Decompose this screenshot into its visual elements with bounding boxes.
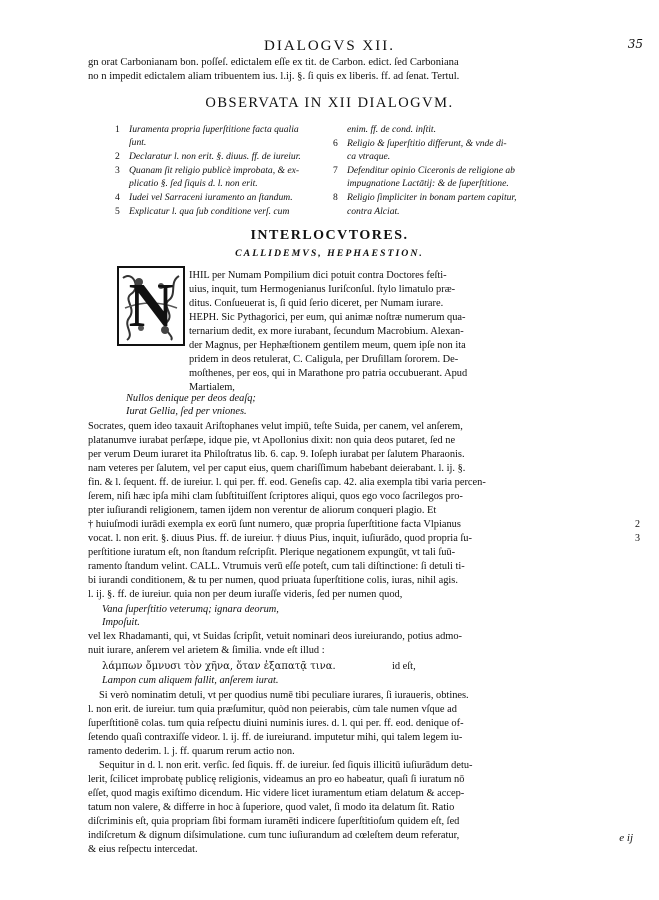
verse-line: Impoſuit. (102, 617, 140, 628)
text-line: tatum non valere, & differre in hoc à ſuperiore, quod valet, ſi modo ita delatum ſit. Ratio (88, 802, 455, 813)
text-line: platanumve iurabat perſæpe, idque pie, vt Apollonius dixit: non quia deos putaret, ſed ne (88, 435, 456, 446)
verse-line: Iurat Gellia, ſed per vniones. (126, 406, 247, 417)
intro-line: no n impedit edictalem aliam tribuentem ius. l.ij. §. ſi quis ex liberis. ff. ad ſenat. Tertul. (88, 71, 460, 82)
observation-item: 5 Explicatur l. qua ſub conditione verſ. cum (115, 206, 290, 217)
id-est: id eſt, (392, 661, 416, 672)
margin-number: 3 (635, 533, 640, 544)
text-line: l. ij. §. ff. de iureiur. quia non per deum iuraſſe videris, ſed per numen quod, (88, 589, 403, 600)
verse-line: Vana ſuperſtitio veterumq; ignara deorum, (102, 604, 279, 615)
text-line: Socrates, quem ideo taxauit Ariſtophanes velut impiū, teſte Suida, per canem, vel anſerem, (88, 421, 463, 432)
margin-number: 2 (635, 519, 640, 530)
text-line: uius, inquit, tum Hermogenianus Iuriſconſul. ſtylo limatulo præ- (189, 284, 456, 295)
text-line: ſetendo quaſi contraxiſſe videor. l. ij. ff. de iureiurand. imputetur mihi, qui talem legem iu- (88, 732, 463, 743)
observation-item: 8 Religio ſimpliciter in bonam partem capitur, (333, 192, 517, 203)
text-line: bi iurandi conditionem, & tu per numen, quod priuata ſuperſtitione colis, iuras, nihil agis. (88, 575, 458, 586)
text-line: l. non erit. de iureiur. tum quia præſumitur, quòd non peierabis, cùm tale numen vſque ad (88, 704, 457, 715)
text-line: ditus. Conſueuerat is, ſi quid ſerio diceret, per Numam iurare. (189, 298, 444, 309)
text-line: eſſet, quod magis exiſtimo dicendum. Hic videre licet iuramentum etiam delatum & accep- (88, 788, 465, 799)
initial-letter: N (128, 272, 174, 340)
text-line: per verum Deum iuraret ita Philoſtratus lib. 6. cap. 9. Ioſeph iurabat per ſalutem Pharaonis. (88, 449, 465, 460)
text-line: fin. & l. ſequent. ff. de iureiur. l. qui per. ff. eod. Geneſis cap. 42. alia exempla tibi varia percen- (88, 477, 486, 488)
observation-item-cont: plicatio §. ſed ſiquis d. l. non erit. (129, 178, 258, 189)
text-line: ſerem, niſi hæc ipſa mihi clam ſubſtituiſſent ſcriptores aliqui, quos ego voco ſacrilegos pro- (88, 491, 463, 502)
text-line: ternarium dedit, ex more iurabant, ſecundum Macrobium. Alexan- (189, 326, 464, 337)
text-line: HEPH. Sic Pythagorici, per eum, qui animæ noſtræ numerum qua- (189, 312, 466, 323)
text-line: perſtitione iuratum eſt, non ſtandum reſcripſit. Plerique negationem expungūt, vt tali ſuū- (88, 547, 456, 558)
text-line: diſcriminis eſt, quia propriam ſibi formam iuramēti indicere ſuperſtitioſum quidem eſt, ſed (88, 816, 460, 827)
text-line: ramento dederim. l. j. ff. quarum rerum actio non. (88, 746, 295, 757)
observation-item-cont: contra Alciat. (347, 206, 400, 217)
page-number: 35 (627, 37, 643, 51)
text-line: indiſcretum & dignum diſsimulatione. cum tunc iuſiurandum ad cœleſtem deum referatur, (88, 830, 460, 841)
observation-item-cont: enim. ff. de cond. inſtit. (347, 124, 436, 135)
text-line: der Magnus, per Hephæſtionem gentilem meum, quem ipſe non ita (189, 340, 466, 351)
verse-line: Lampon cum aliquem fallit, anſerem iurat. (102, 675, 279, 686)
signature-mark: e ij (619, 832, 633, 844)
text-line: moſthenes, per eos, qui in Marathone pro patria occubuerant. Apud (189, 368, 468, 379)
text-line: pridem in deos retulerat, C. Caligula, per Druſillam ſororem. De- (189, 354, 459, 365)
speakers-line: CALLIDEMVS, HEPHAESTION. (235, 248, 424, 259)
text-line: Si verò nominatim detuli, vt per quodius numē tibi peculiare iurares, ſi iuraueris, obtines. (99, 690, 469, 701)
observation-item: 3 Quanam ſit religio publicè improbata, & ex- (115, 165, 300, 176)
text-line: vocat. l. non erit. §. diuus Pius. ff. de iureiur. † diuus Pius, inquit, iuſiurādo, quod propria ſu- (88, 533, 472, 544)
text-line: vel lex Rhadamanti, qui, vt Suidas ſcripſit, vetuit nominari deos iureiurando, potius admo- (88, 631, 462, 642)
observation-item: 1 Iuramenta propria ſuperſtitione facta qualia (115, 124, 299, 135)
observation-item-cont: ſunt. (129, 137, 147, 148)
text-line: pter iuſiurandi religionem, tamen ijdem non verentur de aliorum conqueri plagio. Et (88, 505, 437, 516)
text-line: Sequitur in d. l. non erit. verſic. ſed ſiquis. ff. de iureiur. ſed ſiquis illicitū iuſiurādum detu- (99, 760, 473, 771)
text-line: & eius reſpectu intercedat. (88, 844, 198, 855)
text-line: ſuperſtitionē colas. tum quia reſpectu diuini numinis iures. d. l. qui per. ff. eod. denique of- (88, 718, 464, 729)
observation-item: 2 Declaratur l. non erit. §. diuus. ff. de iureiur. (115, 151, 301, 162)
greek-quote: λάμπων ὄμνυσι τὸν χῆνα, ὅταν ἐξαπατᾷ τινα. (102, 661, 336, 672)
running-head: DIALOGVS XII. (264, 38, 395, 54)
observation-item-cont: impugnatione Lactātij: & de ſuperſtitione. (347, 178, 509, 189)
observation-item-cont: ca vtraque. (347, 151, 391, 162)
text-line: † huiuſmodi iurādi exempla ex eorū ſunt numero, quæ propria ſuperſtitione facta Vlpianus (88, 519, 461, 530)
intro-line: gn orat Carbonianam bon. poſſeſ. edictalem eſſe ex tit. de Carbon. edict. ſed Carboniana (88, 57, 459, 68)
text-line: IHIL per Numam Pompilium dici potuit contra Doctores feſti- (189, 270, 447, 281)
verse-line: Nullos denique per deos deaſq; (126, 393, 256, 404)
interlocutores-title: INTERLOCVTORES. (250, 228, 409, 243)
text-line: ramento ſtandum velint. CALL. Vtrumuis verū eſſe poteſt, cum tali diſtinctione: ſi detuli ti- (88, 561, 465, 572)
text-line: lerit, ſcilicet improbatę publicę religionis, videamus an pro eo habeatur, quaſi ſi iuratum nō (88, 774, 465, 785)
decorated-initial (117, 266, 185, 346)
text-line: nam veteres per ſalutem, vel per caput eius, quem chariſſimum habebant deierabant. l. ij. §. (88, 463, 466, 474)
observation-item: 6 Religio & ſuperſtitio differunt, & vnde di- (333, 138, 507, 149)
observation-item: 4 Iudei vel Sarraceni iuramento an ſtandum. (115, 192, 293, 203)
text-line: nuit iurare, anſerem vel arietem & ſimilia. vnde eſt illud : (88, 645, 325, 656)
observata-title: OBSERVATA IN XII DIALOGVM. (205, 95, 454, 111)
observation-item: 7 Defenditur opinio Ciceronis de religione ab (333, 165, 515, 176)
text-line: Martialem, (189, 382, 235, 393)
